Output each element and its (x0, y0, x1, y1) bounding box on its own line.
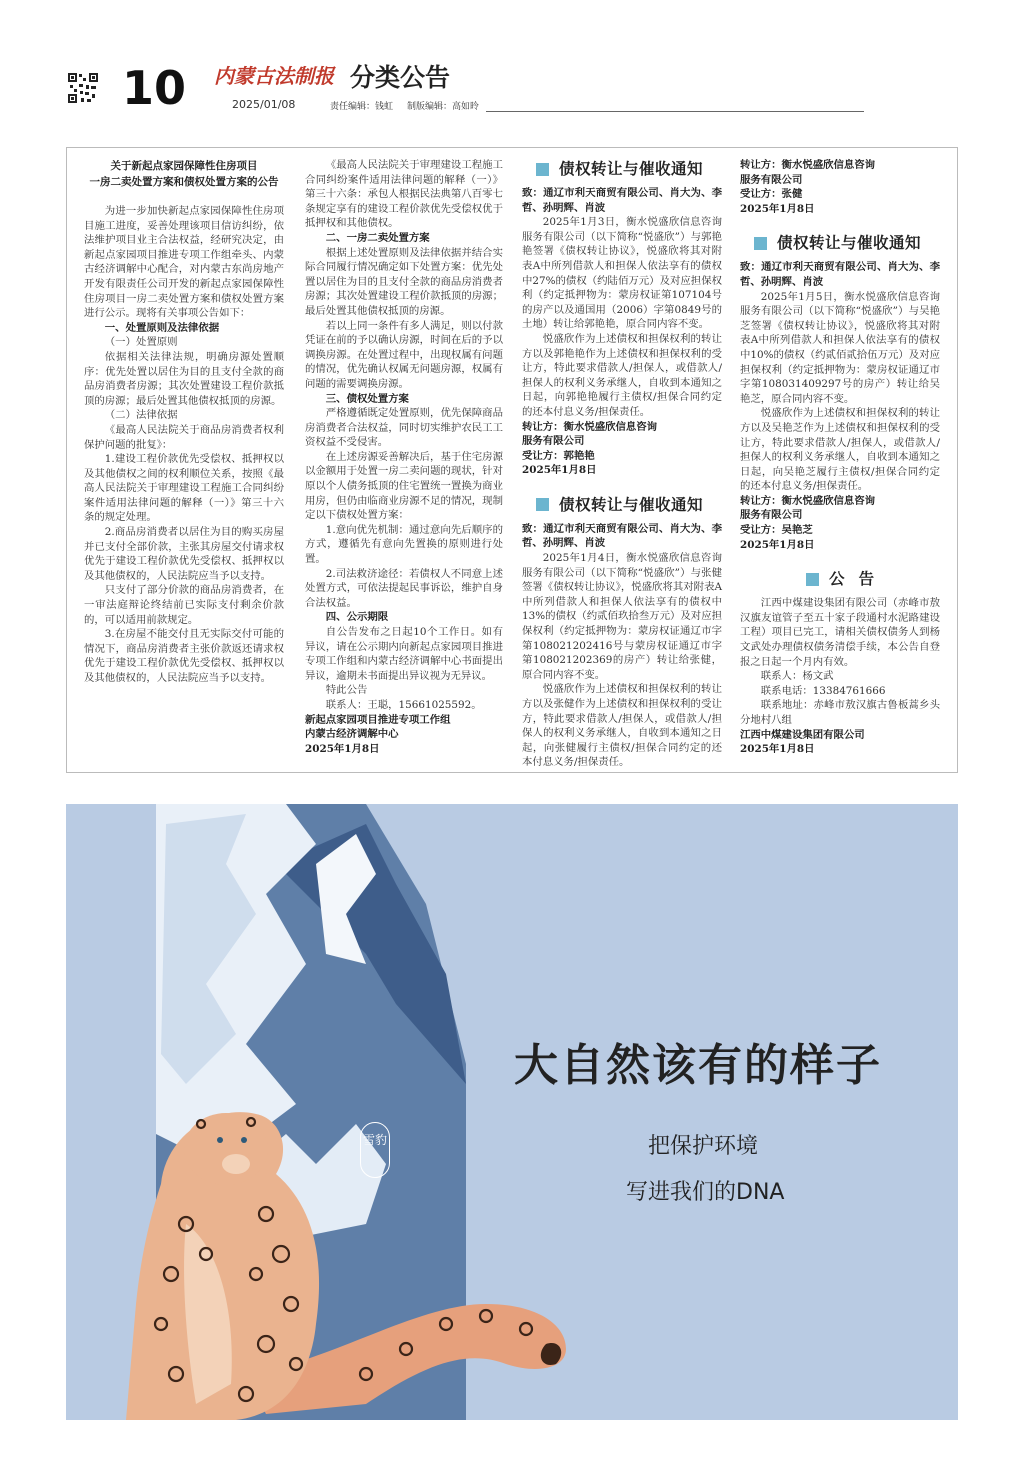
paragraph: 1.意向优先机制：通过意向先后顺序的方式，遵循先有意向先置换的原则进行处置。 (305, 523, 503, 566)
notice-heading (740, 232, 940, 254)
paragraph: 特此公告 (325, 684, 368, 697)
announcement-heading-text: 公告 (829, 569, 889, 588)
paragraph: 依据相关法律法规，明确房源处置顺序：优先处置以居住为目的且支付全款的商品房消费者房源；其次处置建设工程价款抵顶的房源；最后处置其他债权抵顶的房源。 (84, 350, 284, 407)
heading-marker-icon (536, 163, 549, 176)
paragraph: 在上述房源妥善解决后，基于住宅房源以金额用于处置一房二卖问题的现状，针对原以个人债务抵顶的住宅置统一置换为商业用房，但仍由临商业房源不足的情况，现制定以下债权处置方案： (305, 450, 503, 522)
announcement-heading (740, 568, 940, 590)
seal-stamp: 雪豹 (360, 1122, 390, 1178)
poster-subline-1: 把保护环境 (648, 1134, 759, 1159)
paragraph: 2025年1月5日，衡水悦盛欣信息咨询服务有限公司（以下简称“悦盛欣”）与吴艳芝签署《债权转让协议》，悦盛欣将其对附表A中所列借款人和担保人依法享有的债权中10%的债权（约贰佰贰拾伍万元）及对应担保权利（约定抵押物为：蒙房权证通辽市字第108031409297号的房产）转让给吴艳芝，原合同内容不变。 (740, 290, 940, 405)
contact-phone: 联系电话：13384761666 (760, 684, 886, 697)
notice-recipients: 致：通辽市利天商贸有限公司、肖大为、李哲、孙明辉、肖波 (740, 261, 940, 288)
paragraph: 《最高人民法院关于审理建设工程施工合同纠纷案件适用法律问题的解释（一）》第三十六条：承包人根据民法典第八百零七条规定享有的建设工程价款优先受偿权优于抵押权和其他债权。 (305, 159, 503, 230)
signature: 转让方：衡水悦盛欣信息咨询 (740, 159, 876, 171)
notice-recipients: 致：通辽市利天商贸有限公司、肖大为、李哲、孙明辉、肖波 (522, 522, 722, 550)
snow-leopard-illustration (66, 804, 958, 1420)
heading-marker-icon (754, 237, 767, 250)
section-heading-1: 一、处置原则及法律依据 (104, 321, 220, 334)
section-title: 分类公告 (350, 63, 451, 92)
issue-date: 2025/01/08 (232, 98, 296, 111)
notice-heading-text: 债权转让与催收通知 (559, 495, 704, 514)
leopard-eye (217, 1137, 223, 1143)
paragraph: 悦盛欣作为上述债权和担保权利的转让方以及吴艳芝作为上述债权和担保权利的受让方，特此要求借款人/担保人，或借款人/担保人的权利义务承继人，自收到本通知之日起，向吴艳芝履行主债权/担保合同约定的还本付息义务/担保责任。 (740, 407, 940, 493)
paragraph: 3.在房屋不能交付且无实际交付可能的情况下，商品房消费者主张价款返还请求权优先于建设工程价款优先受偿权、抵押权以及其他债权的，人民法院应当予以支持。 (84, 628, 284, 684)
signature: 江西中煤建设集团有限公司 (740, 728, 865, 741)
article-column-1 (84, 158, 284, 686)
paragraph: 悦盛欣作为上述债权和担保权利的转让方以及张健作为上述债权和担保权利的受让方，特此要求借款人/担保人，或借款人/担保人的权利义务承继人，自收到本通知之日起，向张健履行主债权/担保合同约定的还本付息义务/担保责任。 (522, 683, 722, 769)
heading-marker-icon (806, 573, 819, 586)
signature: 受让方：张健 (740, 188, 803, 201)
signature: 新起点家园项目推进专项工作组 (305, 713, 451, 726)
paragraph: 2.商品房消费者以居住为目的购买房屋并已支付全部价款，主张其房屋交付请求权优先于建设工程价款优先受偿权、抵押权以及其他债权的，人民法院应当予以支持。 (84, 526, 284, 582)
signature-date: 2025年1月8日 (740, 538, 815, 551)
paragraph: 严格遵循既定处置原则，优先保障商品房消费者合法权益，同时切实维护农民工工资权益不受侵害。 (305, 407, 503, 449)
notice-heading (522, 494, 722, 516)
heading-marker-icon (536, 498, 549, 511)
newspaper-logo: 内蒙古法制报 (214, 64, 334, 88)
paragraph: 悦盛欣作为上述债权和担保权利的转让方以及郭艳艳作为上述债权和担保权利的受让方，特此要求借款人/担保人，或借款人/担保人的权利义务承继人，自收到本通知之日起，向郭艳艳履行主债权/担保合同约定的还本付息义务/担保责任。 (522, 332, 722, 418)
paragraph: 自公告发布之日起10个工作日。如有异议，请在公示期内向新起点家园项目推进专项工作组和内蒙古经济调解中心书面提出异议，逾期未书面提出异议视为无异议。 (305, 626, 503, 682)
contact-address: 联系地址：赤峰市敖汉旗古鲁板蒿乡头分地村八组 (740, 699, 940, 726)
paragraph: 《最高人民法院关于商品房消费者权利保护问题的批复》： (84, 423, 284, 451)
signature: 转让方：衡水悦盛欣信息咨询 (522, 420, 658, 433)
signature: 服务有限公司 (522, 435, 585, 448)
contact-line: 联系人：王聪，15661025592。 (325, 698, 482, 711)
editor-credits (330, 101, 479, 113)
header-divider (486, 111, 864, 112)
notice-heading-text: 债权转让与催收通知 (777, 234, 922, 253)
signature: 受让方：郭艳艳 (522, 449, 595, 462)
notice-column-3 (522, 158, 722, 770)
responsible-editor: 责任编辑：钱虹 (330, 102, 394, 112)
public-service-poster (66, 804, 958, 1420)
notice-column-4 (740, 158, 940, 757)
page-number: 10 (122, 61, 187, 115)
subsection-heading-1: （一）处置原则 (104, 336, 178, 349)
signature: 内蒙古经济调解中心 (305, 728, 399, 741)
paragraph: 2.司法救济途径：若债权人不同意上述处置方式，可依法提起民事诉讼，维护自身合法权益。 (305, 567, 503, 609)
signature-date: 2025年1月8日 (740, 743, 815, 756)
article-column-2 (305, 158, 503, 756)
notice-heading (522, 158, 722, 180)
paragraph: 只支付了部分价款的商品房消费者，在一审法庭辩论终结前已实际支付剩余价款的，可以适用前款规定。 (84, 584, 284, 626)
paragraph: 2025年1月3日，衡水悦盛欣信息咨询服务有限公司（以下简称“悦盛欣”）与郭艳艳签署《债权转让协议》，悦盛欣将其对附表A中所列借款人和担保人依法享有的债权中27%的债权（约陆佰万元）及对应担保权利（约定抵押物为：蒙房权证第107104号的房产以及通国用（2006）字第0849号的土地）转让给郭艳艳，原合同内容不变。 (522, 216, 722, 331)
article-title-line-1: 关于新起点家园保障性住房项目 (110, 160, 258, 172)
layout-editor: 制版编辑：高如昤 (407, 102, 480, 112)
signature-date: 2025年1月8日 (740, 202, 815, 215)
section-heading-2: 二、一房二卖处置方案 (325, 231, 430, 244)
section-heading-3: 三、债权处置方案 (325, 392, 409, 405)
qr-code-icon (67, 72, 99, 104)
article-intro: 为进一步加快新起点家园保障性住房项目施工进度，妥善处理该项目信访纠纷，依法维护项目业主合法权益，经研究决定，由新起点家园项目推进专项工作组牵头、内蒙古经济调解中心配合，对内蒙古东尚房地产开发有限责任公司开发的新起点家园保障性住房项目一房二卖处置方案和债权处置方案进行公示。现将有关事项公告如下： (84, 205, 284, 320)
leopard-eye (241, 1137, 247, 1143)
notice-recipients: 致：通辽市利天商贸有限公司、肖大为、李哲、孙明辉、肖波 (522, 187, 722, 214)
paragraph: 根据上述处置原则及法律依据并结合实际合同履行情况确定如下处置方案：优先处置以居住为目的且支付全款的商品房消费者房源；其次处置建设工程价款抵顶的房源；最后处置其他债权抵顶的房源。 (305, 246, 503, 317)
signature: 转让方：衡水悦盛欣信息咨询 (740, 494, 876, 507)
subsection-heading-2: （二）法律依据 (104, 409, 178, 422)
paragraph: 2025年1月4日，衡水悦盛欣信息咨询服务有限公司（以下简称“悦盛欣”）与张健签署《债权转让协议》，悦盛欣将其对附表A中所列借款人和担保人依法享有的债权中13%的债权（约贰佰玖拾叁万元）及对应担保权利（约定抵押物为：蒙房权证通辽市字第108021202416号与蒙房权证通辽市字第108021202369的房产）转让给张健，原合同内容不变。 (522, 552, 722, 681)
notice-heading-text: 债权转让与催收通知 (559, 159, 704, 178)
article-title-line-2: 一房二卖处置方案和债权处置方案的公告 (89, 176, 279, 188)
signature: 服务有限公司 (740, 173, 803, 186)
signature-date: 2025年1月8日 (522, 464, 597, 477)
contact-person: 联系人：杨文武 (760, 670, 834, 683)
paragraph: 江西中煤建设集团有限公司（赤峰市敖汉旗友谊管子至五十家子段通村水泥路建设工程）项目已完工，请相关债权债务人到杨文武处办理债权债务清偿手续，本公告自登报之日起一个月内有效。 (740, 597, 940, 668)
poster-slogan: 大自然该有的样子 (514, 1040, 882, 1091)
signature: 服务有限公司 (740, 509, 803, 522)
section-heading-4: 四、公示期限 (325, 611, 389, 624)
leopard-muzzle (222, 1154, 250, 1174)
paragraph: 若以上同一条件有多人满足，则以付款凭证在前的予以确认房源，时间在后的予以调换房源。在处置过程中，出现权属有问题的情况，优先确认权属无问题房源，权属有问题的需要调换房源。 (305, 319, 503, 390)
poster-subline-2: 写进我们的DNA (626, 1180, 785, 1205)
paragraph: 1.建设工程价款优先受偿权、抵押权以及其他债权之间的权利顺位关系，按照《最高人民法院关于审理建设工程施工合同纠纷案件适用法律问题的解释（一）》第三十六条的规定处理。 (84, 453, 284, 524)
signature: 受让方：吴艳芝 (740, 524, 813, 537)
signature-date: 2025年1月8日 (305, 742, 380, 755)
